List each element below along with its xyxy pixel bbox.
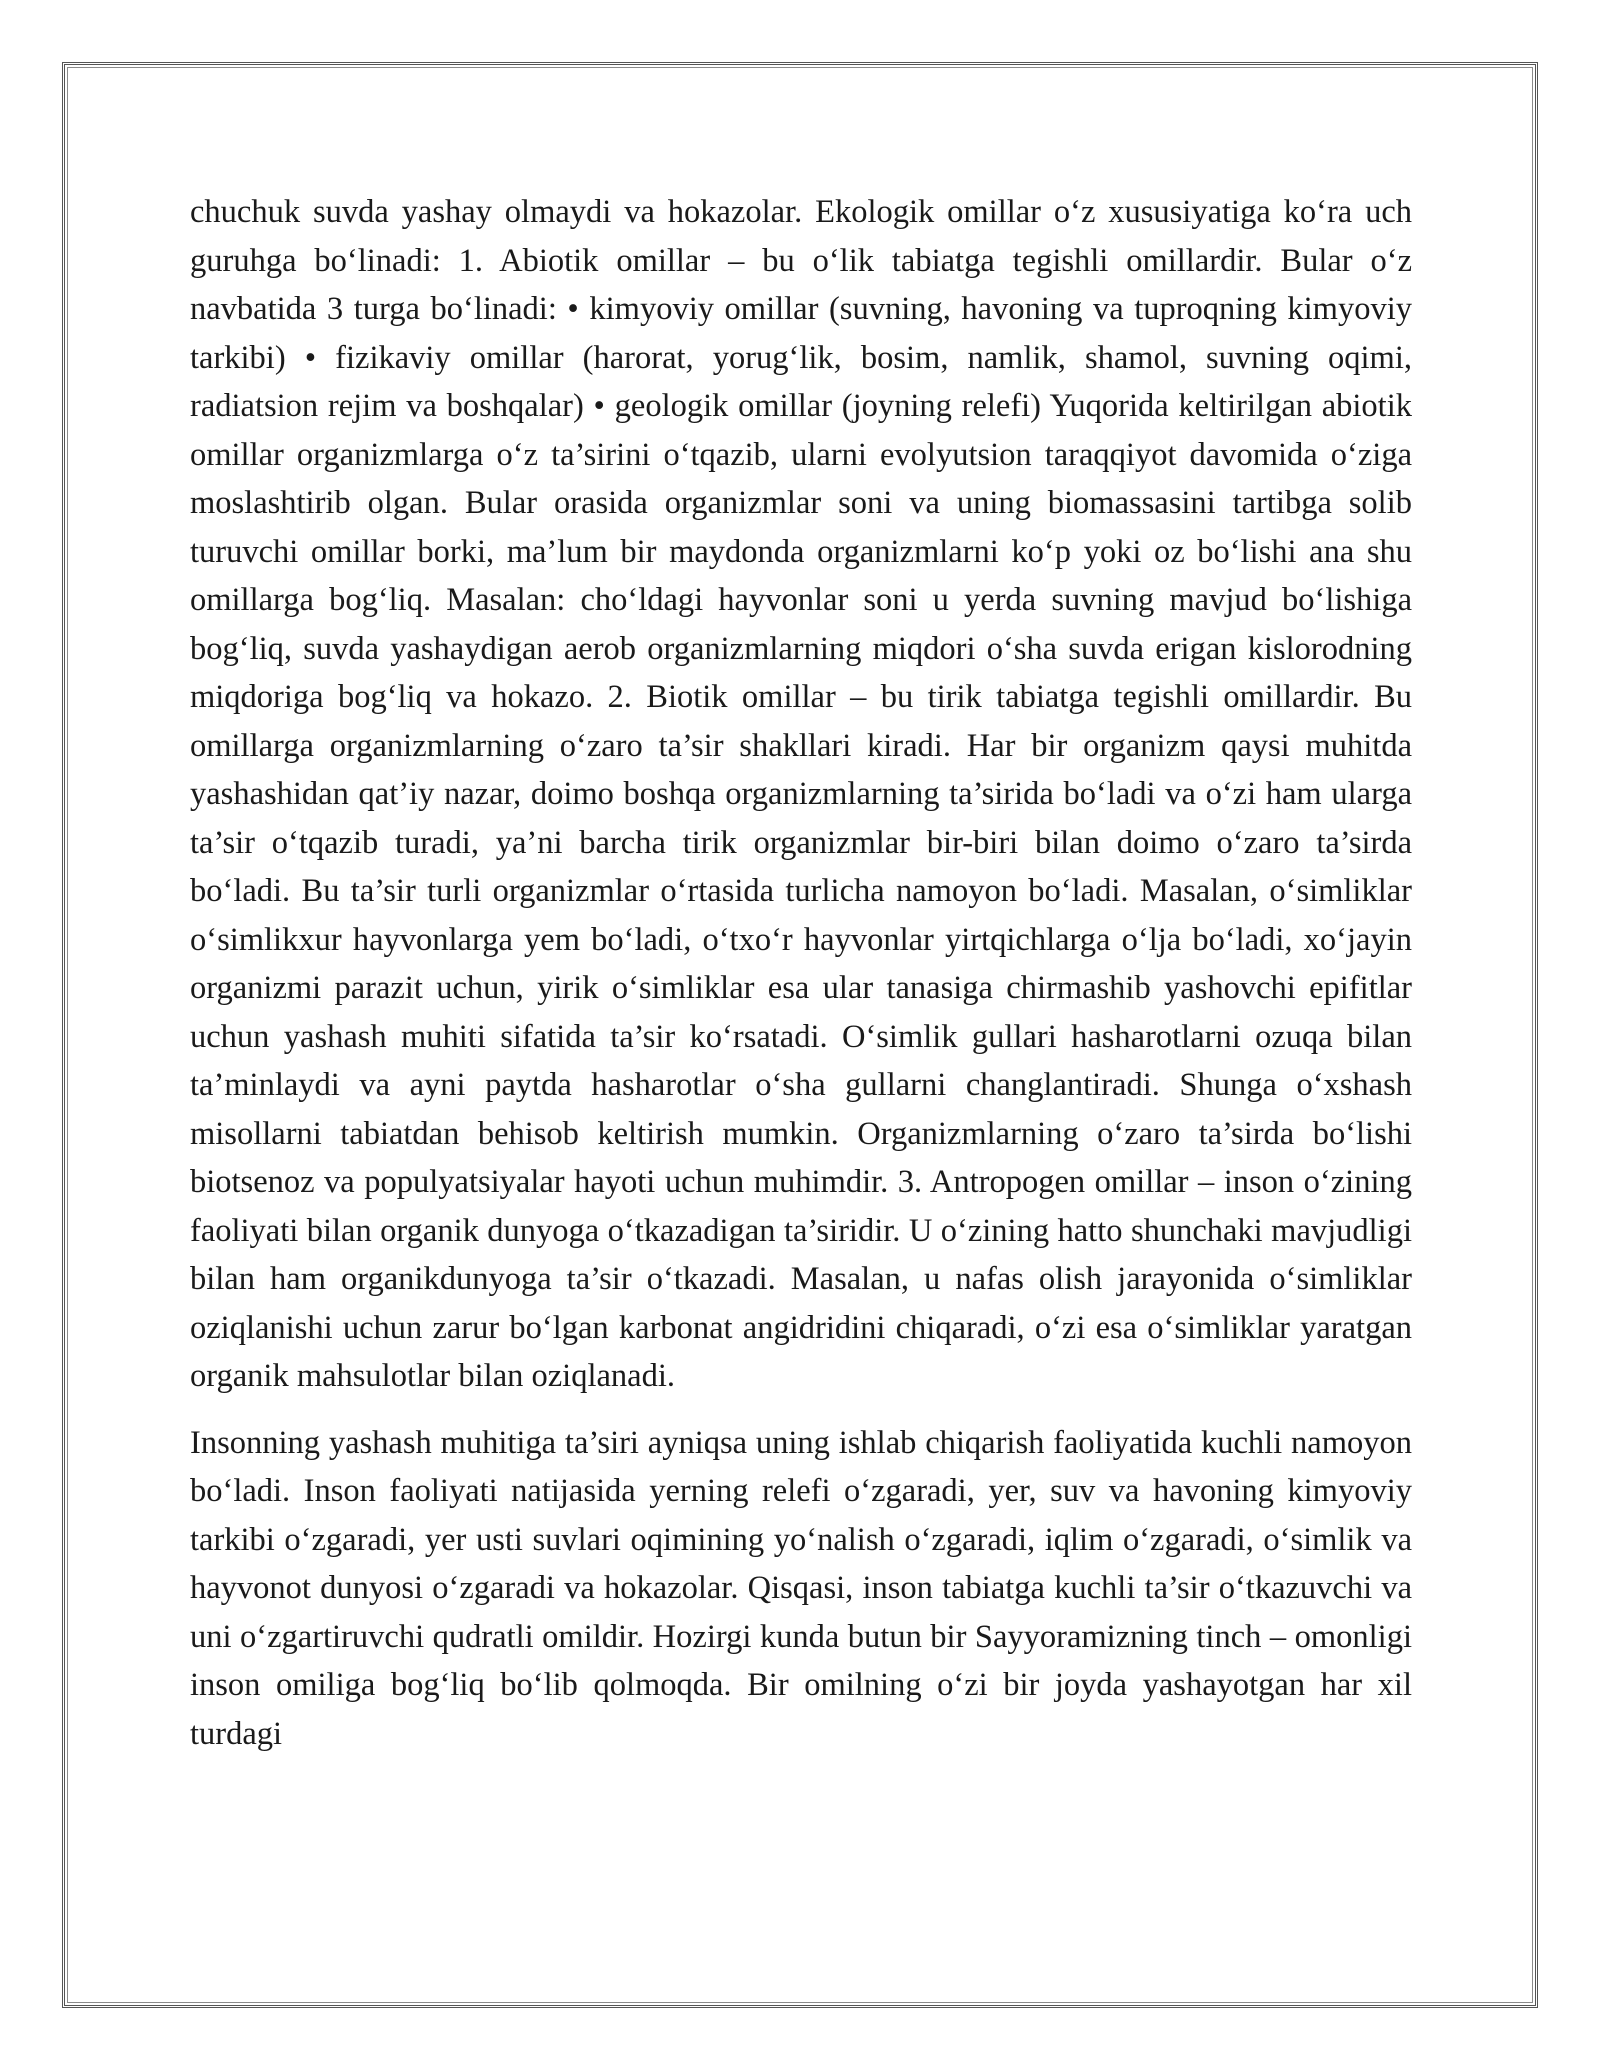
paragraph-2: Insonning yashash muhitiga ta’siri ayniqsa uning ishlab chiqarish faoliyatida kuchli namoyon bo‘ladi. Inson faoliyati natijasida yerning relefi o‘zgaradi, yer, suv va havoning kimyoviy tarkibi o‘zgaradi, yer usti suvlari oqimining yo‘nalish o‘zgaradi, iqlim o‘zgaradi, o‘simlik va hayvonot dunyosi o‘zgaradi va hokazolar. Qisqasi, inson tabiatga kuchli ta’sir o‘tkazuvchi va uni o‘zgartiruvchi qudratli omildir. Hozirgi kunda butun bir Sayyoramizning tinch – omonligi inson omiliga bog‘liq bo‘lib qolmoqda. Bir omilning o‘zi bir joyda yashayotgan har xil turdagi — [190, 1424, 1412, 1752]
document-body — [190, 188, 1412, 1758]
paragraph-1: chuchuk suvda yashay olmaydi va hokazolar. Ekologik omillar o‘z xususiyatiga ko‘ra uch guruhga bo‘linadi: 1. Abiotik omillar – bu o‘lik tabiatga tegishli omillardir. Bular o‘z navbatida 3 turga bo‘linadi: • kimyoviy omillar (suvning, havoning va tuproqning kimyoviy tarkibi) • fizikaviy omillar (harorat, yorug‘lik, bosim, namlik, shamol, suvning oqimi, radiatsion rejim va boshqalar) • geologik omillar (joyning relefi) Yuqorida keltirilgan abiotik omillar organizmlarga o‘z ta’sirini o‘tqazib, ularni evolyutsion taraqqiyot davomida o‘ziga moslashtirib olgan. Bular orasida organizmlar soni va uning biomassasini tartibga solib turuvchi omillar borki, ma’lum bir maydonda organizmlarni ko‘p yoki oz bo‘lishi ana shu omillarga bog‘liq. Masalan: cho‘ldagi hayvonlar soni u yerda suvning mavjud bo‘lishiga bog‘liq, suvda yashaydigan aerob organizmlarning miqdori o‘sha suvda erigan kislorodning miqdoriga bog‘liq va hokazo. 2. Biotik omillar – bu tirik tabiatga tegishli omillardir. Bu omillarga organizmlarning o‘zaro ta’sir shakllari kiradi. Har bir organizm qaysi muhitda yashashidan qat’iy nazar, doimo boshqa organizmlarning ta’sirida bo‘ladi va o‘zi ham ularga ta’sir o‘tqazib turadi, ya’ni barcha tirik organizmlar bir-biri bilan doimo o‘zaro ta’sirda bo‘ladi. Bu ta’sir turli organizmlar o‘rtasida turlicha namoyon bo‘ladi. Masalan, o‘simliklar o‘simlikxur hayvonlarga yem bo‘ladi, o‘txo‘r hayvonlar yirtqichlarga o‘lja bo‘ladi, xo‘jayin organizmi parazit uchun, yirik o‘simliklar esa ular tanasiga chirmashib yashovchi epifitlar uchun yashash muhiti sifatida ta’sir ko‘rsatadi. O‘simlik gullari hasharotlarni ozuqa bilan ta’minlaydi va ayni paytda hasharotlar o‘sha gullarni changlantiradi. Shunga o‘xshash misollarni tabiatdan behisob keltirish mumkin. Organizmlarning o‘zaro ta’sirda bo‘lishi biotsenoz va populyatsiyalar hayoti uchun muhimdir. 3. Antropogen omillar – inson o‘zining faoliyati bilan organik dunyoga o‘tkazadigan ta’siridir. U o‘zining hatto shunchaki mavjudligi bilan ham organikdunyoga ta’sir o‘tkazadi. Masalan, u nafas olish jarayonida o‘simliklar oziqlanishi uchun zarur bo‘lgan karbonat angidridini chiqaradi, o‘zi esa o‘simliklar yaratgan organik mahsulotlar bilan oziqlanadi. — [190, 194, 1412, 1394]
